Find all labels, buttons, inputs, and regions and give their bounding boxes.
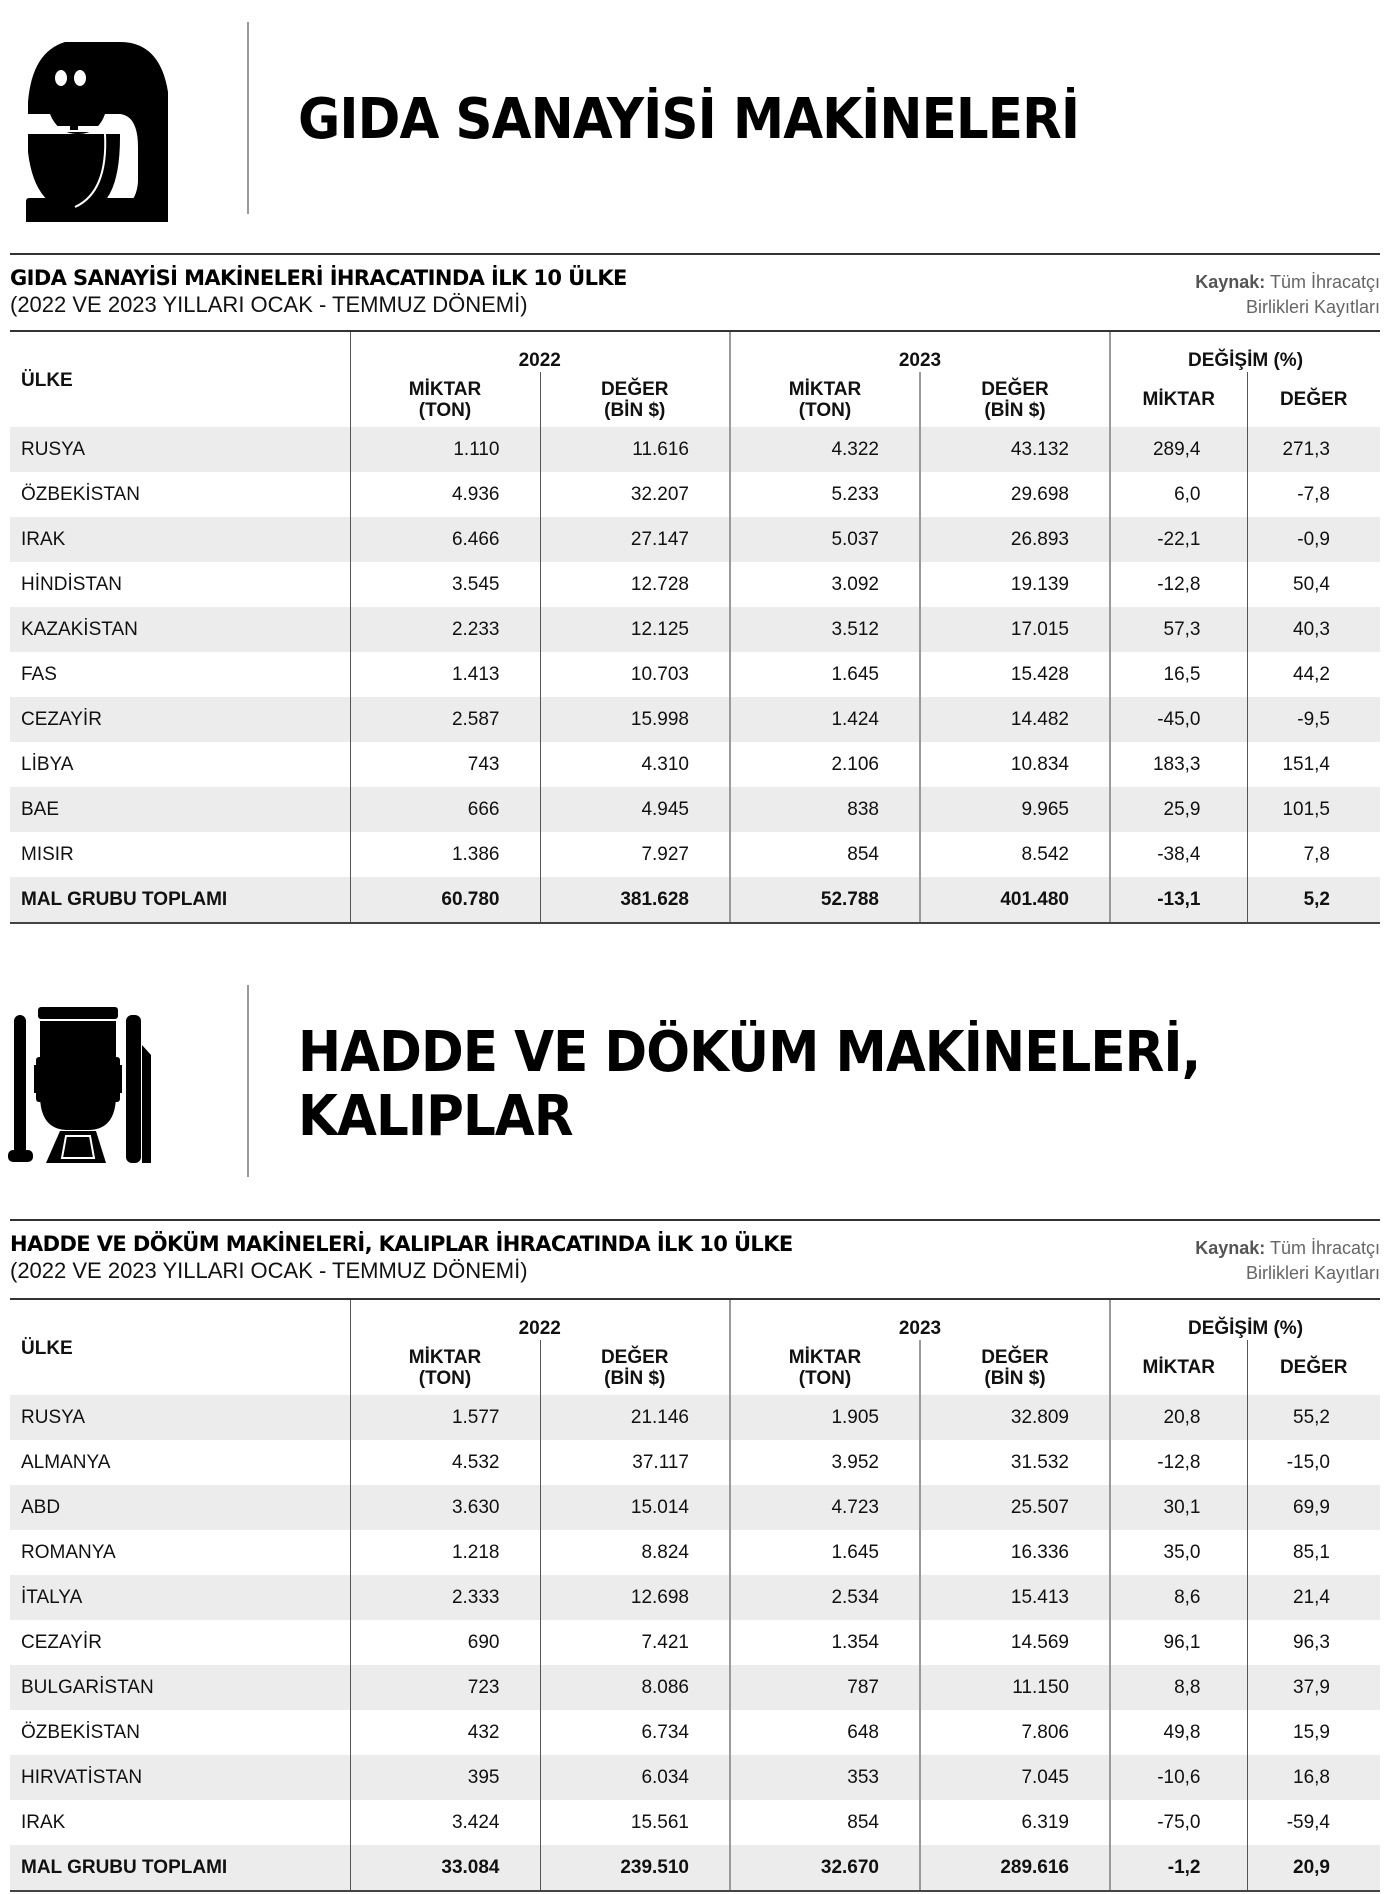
table-row [10,1755,1380,1800]
source-text-1: Tüm İhracatçı [1269,272,1380,292]
cell-value-2023: 289.616 [920,1845,1110,1891]
cell-qty-2022: 3.545 [350,562,540,607]
cell-qty-2022: 690 [350,1620,540,1665]
cell-value-2022: 239.510 [540,1845,730,1891]
source-text-1: Tüm İhracatçı [1269,1238,1380,1258]
column-header-2022: 2022 [350,332,730,372]
cell-value-2023: 25.507 [920,1485,1110,1530]
cell-qty-2023: 353 [730,1755,920,1800]
source-note [1195,1236,1380,1286]
table-row [10,1530,1380,1575]
cell-change-value: 271,3 [1247,427,1380,472]
top-rule [10,253,1380,255]
total-row [10,1845,1380,1891]
cell-country: ABD [10,1485,350,1530]
table-subtitle: (2022 VE 2023 YILLARI OCAK - TEMMUZ DÖNEMİ) [10,292,528,317]
cell-change-qty: 289,4 [1110,427,1247,472]
cell-value-2022: 6.734 [540,1710,730,1755]
table-row [10,787,1380,832]
cell-change-value: 55,2 [1247,1395,1380,1440]
cell-qty-2022: 432 [350,1710,540,1755]
cell-value-2022: 37.117 [540,1440,730,1485]
table-row [10,427,1380,472]
column-header-qty-2023: MİKTAR (TON) [730,372,920,427]
cell-change-value: 16,8 [1247,1755,1380,1800]
cell-qty-2023: 5.233 [730,472,920,517]
column-header-qty-2023: MİKTAR (TON) [730,1340,920,1395]
cell-change-value: 40,3 [1247,607,1380,652]
cell-value-2022: 12.125 [540,607,730,652]
cell-change-value: 101,5 [1247,787,1380,832]
cell-qty-2022: 4.936 [350,472,540,517]
cell-change-value: -15,0 [1247,1440,1380,1485]
cell-qty-2022: 3.630 [350,1485,540,1530]
cell-value-2022: 15.998 [540,697,730,742]
cell-qty-2023: 854 [730,1800,920,1845]
cell-value-2023: 11.150 [920,1665,1110,1710]
cell-value-2023: 14.569 [920,1620,1110,1665]
cell-change-qty: -45,0 [1110,697,1247,742]
cell-value-2023: 14.482 [920,697,1110,742]
cell-value-2022: 12.698 [540,1575,730,1620]
cell-qty-2022: 1.413 [350,652,540,697]
cell-qty-2023: 1.354 [730,1620,920,1665]
table-heading [10,1232,793,1284]
column-header-value-2023: DEĞER (BİN $) [920,1340,1110,1395]
cell-value-2023: 401.480 [920,877,1110,923]
cell-change-value: 96,3 [1247,1620,1380,1665]
cell-change-qty: -12,8 [1110,1440,1247,1485]
cell-qty-2022: 4.532 [350,1440,540,1485]
cell-value-2023: 15.413 [920,1575,1110,1620]
cell-qty-2022: 666 [350,787,540,832]
cell-change-value: 37,9 [1247,1665,1380,1710]
cell-value-2022: 6.034 [540,1755,730,1800]
cell-country: BULGARİSTAN [10,1665,350,1710]
cell-change-qty: -12,8 [1110,562,1247,607]
cell-change-qty: -22,1 [1110,517,1247,562]
column-header-2023: 2023 [730,332,1110,372]
cell-qty-2022: 6.466 [350,517,540,562]
cell-qty-2022: 743 [350,742,540,787]
cell-change-qty: 20,8 [1110,1395,1247,1440]
cell-country: BAE [10,787,350,832]
cell-qty-2022: 3.424 [350,1800,540,1845]
section-title-line: HADDE VE DÖKÜM MAKİNELERİ, [298,1020,1201,1085]
cell-country: ÖZBEKİSTAN [21,483,140,505]
cell-change-value: 15,9 [1247,1710,1380,1755]
total-row [10,877,1380,923]
cell-country: İTALYA [10,1575,350,1620]
cell-change-qty: -38,4 [1110,832,1247,877]
cell-value-2023: 15.428 [920,652,1110,697]
source-note [1195,270,1380,320]
cell-qty-2023: 2.106 [730,742,920,787]
column-header-qty-2022: MİKTAR (TON) [350,1340,540,1395]
cell-value-2022: 7.927 [540,832,730,877]
table-row [10,1395,1380,1440]
column-header-2023: 2023 [730,1300,1110,1340]
column-header-country: ÜLKE [21,1338,73,1359]
column-header-qty-2022: MİKTAR (TON) [350,372,540,427]
export-table [10,1300,1380,1892]
header-divider [247,985,249,1177]
column-header-change: DEĞİŞİM (%) [1110,332,1380,372]
cell-country: RUSYA [10,1395,350,1440]
cell-value-2022: 8.824 [540,1530,730,1575]
column-header-change-value: DEĞER [1247,372,1380,427]
cell-change-value: -9,5 [1247,697,1380,742]
cell-qty-2022: 1.577 [350,1395,540,1440]
cell-qty-2023: 838 [730,787,920,832]
cell-country: KAZAKİSTAN [10,607,350,652]
export-table [10,332,1380,924]
table-row [10,472,1380,517]
table-row [10,1440,1380,1485]
cell-country: CEZAYİR [21,1631,102,1653]
cell-qty-2023: 5.037 [730,517,920,562]
cell-value-2023: 7.045 [920,1755,1110,1800]
cell-value-2022: 4.310 [540,742,730,787]
column-header-value-2022: DEĞER (BİN $) [540,372,730,427]
cell-country: LİBYA [21,753,74,775]
cell-change-qty: 16,5 [1110,652,1247,697]
cell-change-value: 151,4 [1247,742,1380,787]
top-rule [10,1219,1380,1221]
cell-change-value: 69,9 [1247,1485,1380,1530]
cell-change-value: -0,9 [1247,517,1380,562]
section-title [298,1021,1200,1149]
cell-country: MAL GRUBU TOPLAMI [10,877,350,923]
cell-change-qty: -10,6 [1110,1755,1247,1800]
table-heading [10,266,627,318]
table-row [10,1485,1380,1530]
table-row [10,562,1380,607]
column-header-2022: 2022 [350,1300,730,1340]
cell-value-2022: 12.728 [540,562,730,607]
cell-qty-2022: 395 [350,1755,540,1800]
cell-value-2023: 6.319 [920,1800,1110,1845]
source-label: Kaynak: [1195,1238,1266,1258]
cell-country: RUSYA [10,427,350,472]
cell-value-2023: 32.809 [920,1395,1110,1440]
cell-qty-2022: 1.218 [350,1530,540,1575]
cell-value-2023: 9.965 [920,787,1110,832]
cell-change-qty: 183,3 [1110,742,1247,787]
cell-value-2023: 10.834 [920,742,1110,787]
cell-country: ROMANYA [21,1541,116,1563]
cell-qty-2023: 52.788 [730,877,920,923]
cell-change-qty: -75,0 [1110,1800,1247,1845]
cell-qty-2022: 2.587 [350,697,540,742]
cell-value-2022: 11.616 [540,427,730,472]
cell-qty-2023: 854 [730,832,920,877]
cell-country: ÖZBEKİSTAN [21,1721,140,1743]
cell-qty-2023: 1.905 [730,1395,920,1440]
cell-value-2023: 29.698 [920,472,1110,517]
cell-qty-2023: 3.512 [730,607,920,652]
cell-change-value: -7,8 [1247,472,1380,517]
cell-change-qty: 30,1 [1110,1485,1247,1530]
cell-change-value: 5,2 [1247,877,1380,923]
cell-qty-2022: 60.780 [350,877,540,923]
cell-value-2023: 7.806 [920,1710,1110,1755]
cell-value-2023: 26.893 [920,517,1110,562]
table-title: GIDA SANAYİSİ MAKİNELERİ İHRACATINDA İLK 10 ÜLKE [10,266,627,290]
cell-change-qty: 6,0 [1110,472,1247,517]
cell-value-2022: 10.703 [540,652,730,697]
source-label: Kaynak: [1195,272,1266,292]
cell-value-2023: 31.532 [920,1440,1110,1485]
cell-qty-2023: 3.952 [730,1440,920,1485]
cell-value-2022: 21.146 [540,1395,730,1440]
cell-value-2023: 43.132 [920,427,1110,472]
table-row [10,652,1380,697]
column-header-change: DEĞİŞİM (%) [1110,1300,1380,1340]
source-text-2: Birlikleri Kayıtları [1245,1263,1380,1283]
cell-change-qty: 49,8 [1110,1710,1247,1755]
cell-qty-2022: 33.084 [350,1845,540,1891]
column-header-change-qty: MİKTAR [1110,1340,1247,1395]
column-header-country: ÜLKE [21,370,73,391]
header-divider [247,22,249,214]
cell-value-2022: 15.014 [540,1485,730,1530]
section-title-line: GIDA SANAYİSİ MAKİNELERİ [298,87,1080,152]
cell-country: IRAK [21,1811,66,1833]
cell-change-qty: 8,6 [1110,1575,1247,1620]
column-header-value-2022: DEĞER (BİN $) [540,1340,730,1395]
cell-value-2022: 381.628 [540,877,730,923]
cell-value-2022: 27.147 [540,517,730,562]
cell-change-value: 85,1 [1247,1530,1380,1575]
cell-country: ALMANYA [21,1451,111,1473]
cell-country: HIRVATİSTAN [10,1755,350,1800]
cell-qty-2023: 32.670 [730,1845,920,1891]
table-row [10,1800,1380,1845]
section-1-hero [0,22,1386,222]
cell-country: MISIR [21,843,74,865]
cell-change-value: 44,2 [1247,652,1380,697]
cell-qty-2022: 2.333 [350,1575,540,1620]
cell-value-2022: 7.421 [540,1620,730,1665]
table-row [10,697,1380,742]
table-row [10,1665,1380,1710]
cell-qty-2023: 4.723 [730,1485,920,1530]
cell-value-2023: 17.015 [920,607,1110,652]
cell-value-2023: 16.336 [920,1530,1110,1575]
table-row [10,1575,1380,1620]
table-row [10,832,1380,877]
cell-qty-2023: 648 [730,1710,920,1755]
cell-qty-2022: 1.386 [350,832,540,877]
cell-qty-2022: 723 [350,1665,540,1710]
table-row [10,1620,1380,1665]
cell-country: IRAK [10,517,350,562]
cell-value-2022: 4.945 [540,787,730,832]
section-2-hero [0,985,1386,1185]
cell-qty-2022: 1.110 [350,427,540,472]
cell-qty-2023: 3.092 [730,562,920,607]
table-title: HADDE VE DÖKÜM MAKİNELERİ, KALIPLAR İHRACATINDA İLK 10 ÜLKE [10,1232,793,1256]
table-row [10,517,1380,562]
cell-change-qty: 96,1 [1110,1620,1247,1665]
cell-value-2023: 8.542 [920,832,1110,877]
cell-qty-2023: 787 [730,1665,920,1710]
section-title-line: KALIPLAR [298,1084,573,1149]
cell-qty-2023: 1.645 [730,1530,920,1575]
cell-qty-2023: 1.645 [730,652,920,697]
column-header-value-2023: DEĞER (BİN $) [920,372,1110,427]
table-subtitle: (2022 VE 2023 YILLARI OCAK - TEMMUZ DÖNEMİ) [10,1258,528,1283]
cell-change-qty: 25,9 [1110,787,1247,832]
cell-country: MAL GRUBU TOPLAMI [10,1845,350,1891]
table-row [10,742,1380,787]
source-text-2: Birlikleri Kayıtları [1245,297,1380,317]
cell-value-2022: 32.207 [540,472,730,517]
table-row [10,1710,1380,1755]
section-title [298,88,1079,152]
table-row [10,607,1380,652]
cell-change-qty: 35,0 [1110,1530,1247,1575]
column-header-change-value: DEĞER [1247,1340,1380,1395]
cell-qty-2023: 1.424 [730,697,920,742]
cell-change-value: 50,4 [1247,562,1380,607]
cell-change-qty: 57,3 [1110,607,1247,652]
cell-change-qty: -13,1 [1110,877,1247,923]
cell-change-value: -59,4 [1247,1800,1380,1845]
cell-qty-2023: 2.534 [730,1575,920,1620]
cell-qty-2022: 2.233 [350,607,540,652]
cell-change-qty: -1,2 [1110,1845,1247,1891]
cell-country: CEZAYİR [10,697,350,742]
cell-change-value: 21,4 [1247,1575,1380,1620]
stand-mixer-icon [20,22,190,222]
cell-value-2023: 19.139 [920,562,1110,607]
cell-change-qty: 8,8 [1110,1665,1247,1710]
cell-change-value: 7,8 [1247,832,1380,877]
cell-change-value: 20,9 [1247,1845,1380,1891]
cell-country: HİNDİSTAN [21,573,122,595]
cell-country: FAS [21,663,57,685]
cell-value-2022: 8.086 [540,1665,730,1710]
cell-value-2022: 15.561 [540,1800,730,1845]
column-header-change-qty: MİKTAR [1110,372,1247,427]
cell-qty-2023: 4.322 [730,427,920,472]
casting-ladle-icon [8,985,178,1185]
